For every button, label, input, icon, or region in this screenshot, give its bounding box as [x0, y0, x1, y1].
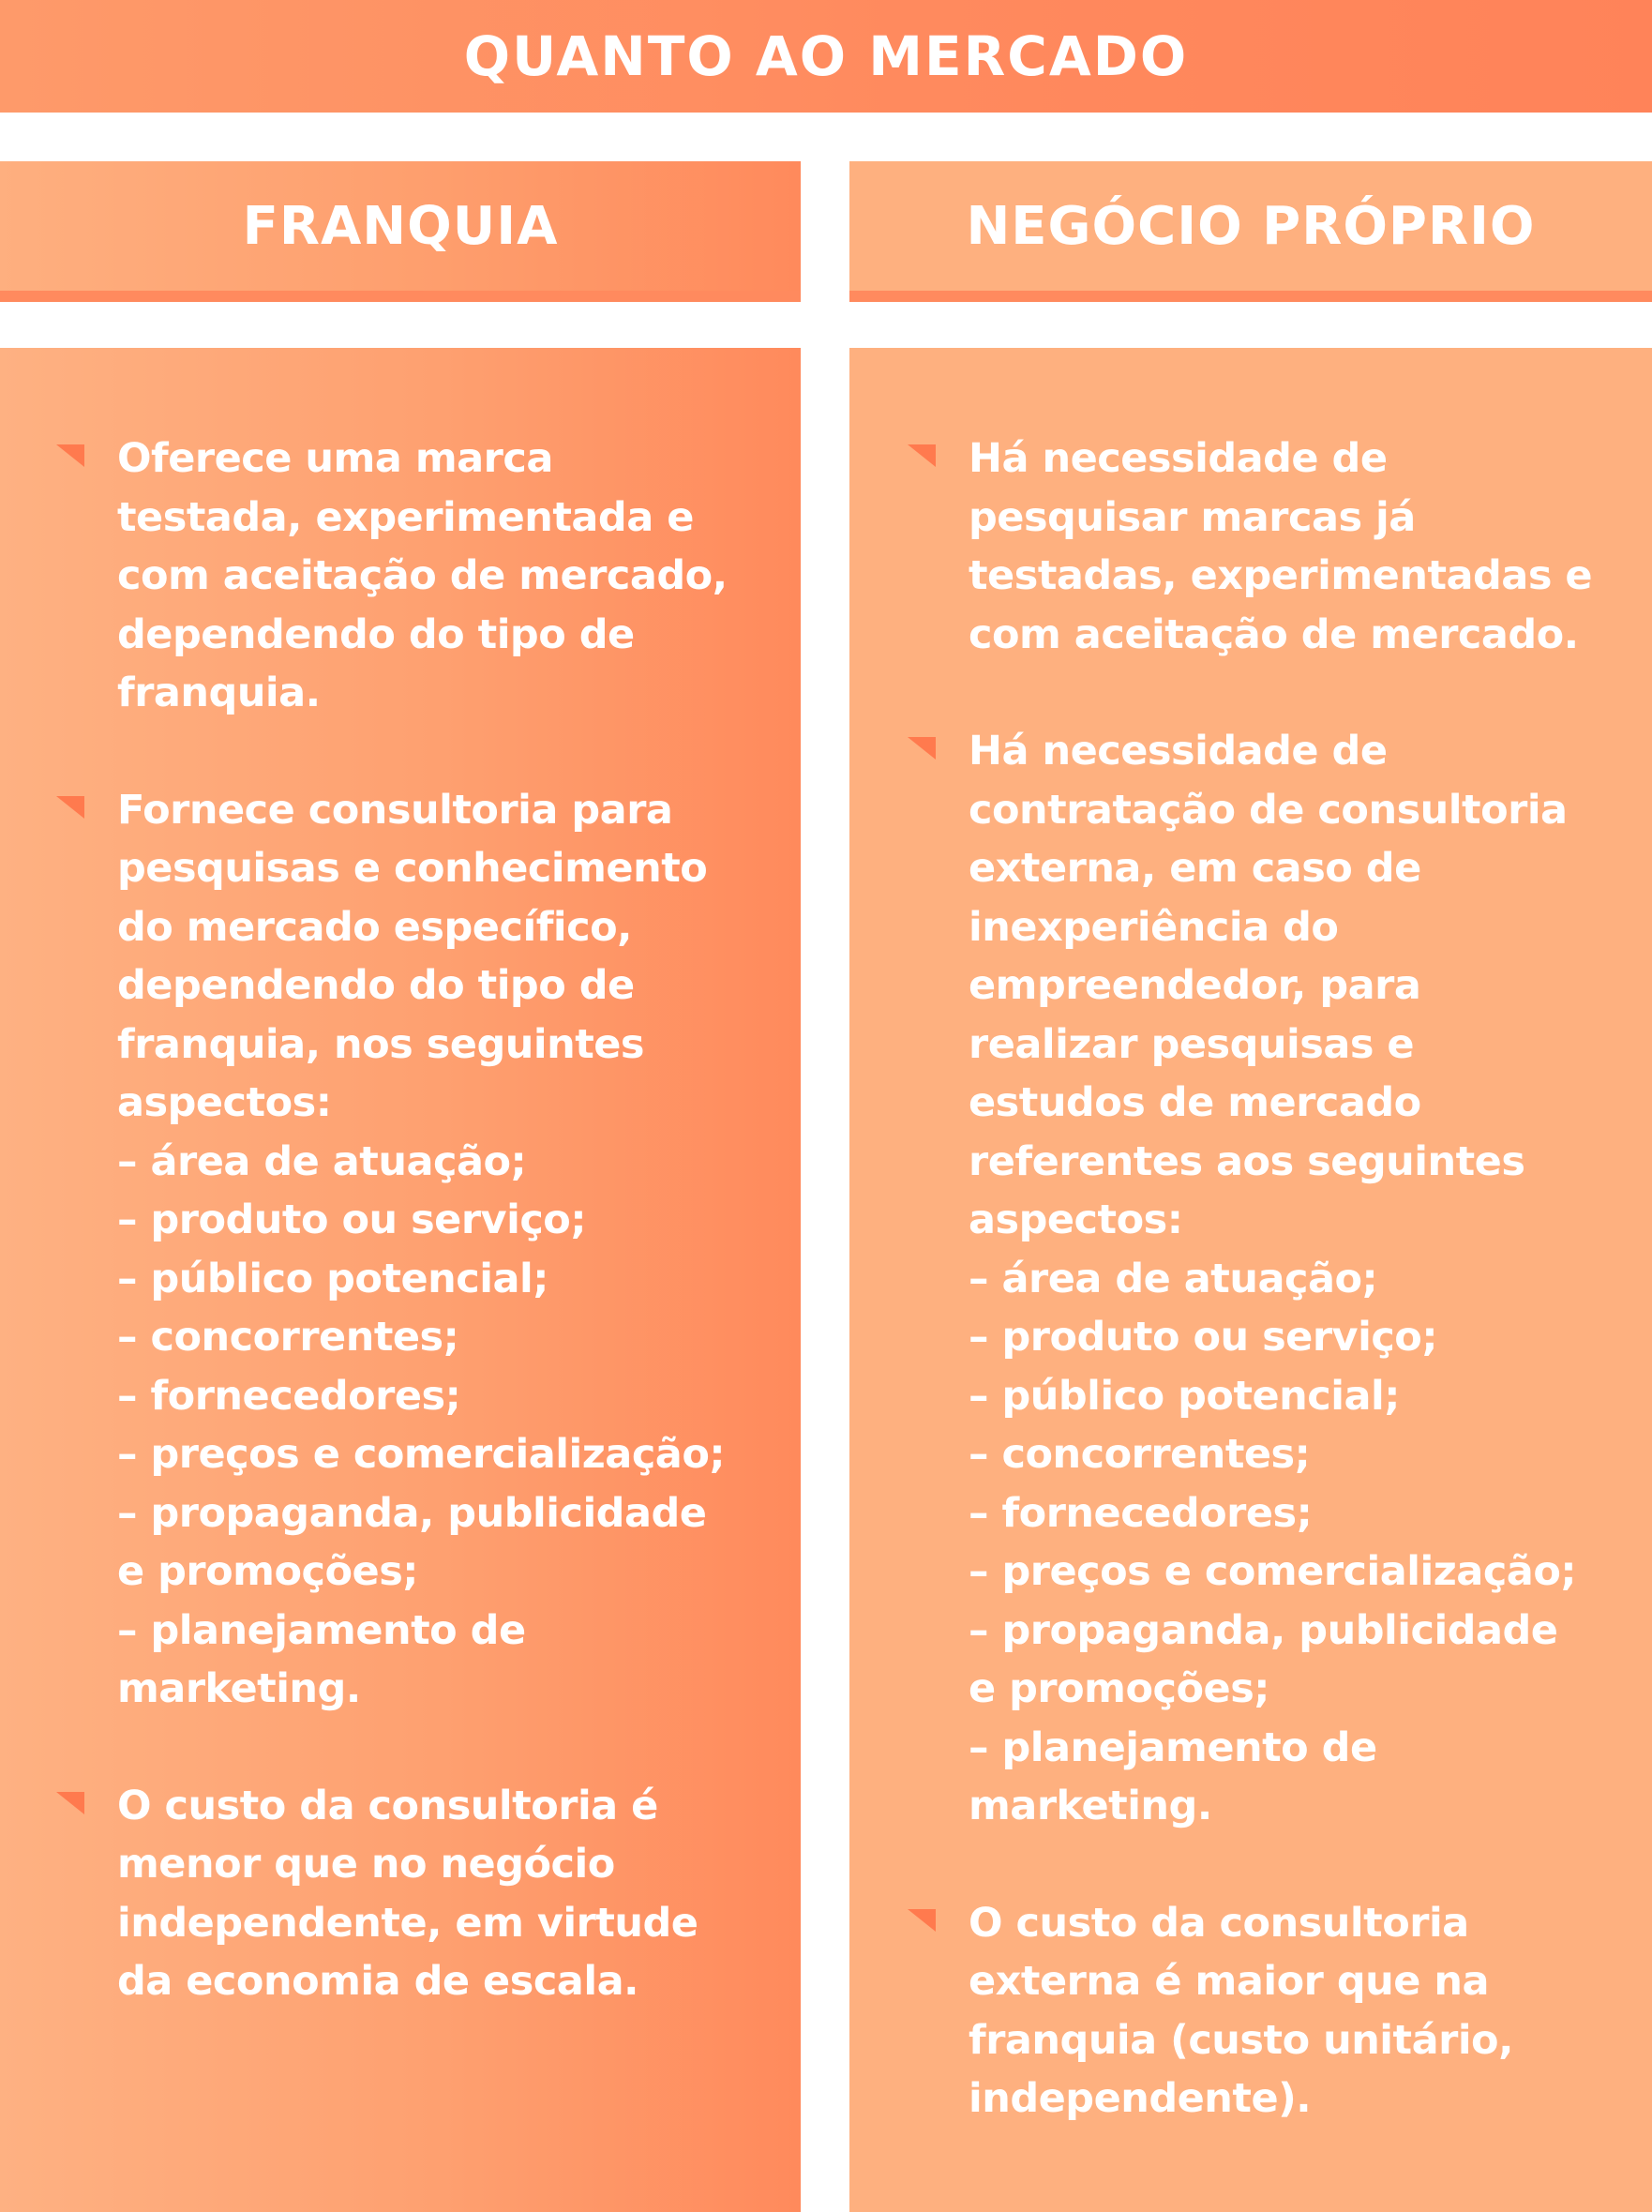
page-title: QUANTO AO MERCADO	[463, 24, 1189, 88]
negocio-proprio-item-3	[849, 1894, 1652, 2129]
triangle-bullet-icon	[56, 796, 84, 819]
negocio-proprio-item-3-text: O custo da consultoria externa é maior que na franquia (custo unitário, independente).	[969, 1899, 1513, 2122]
franquia-item-3	[0, 1777, 801, 2011]
franquia-header-label: FRANQUIA	[242, 195, 559, 257]
negocio-proprio-item-2-text: Há necessidade de contratação de consultoria externa, em caso de inexperiência do empreendedor, para realizar pesquisas e estudos de mercado referentes aos seguintes aspectos: – área de atuação; – produto ou serviço; – público potencial; – concorrentes; – fornecedores; – preços e comercialização; – propaganda, publicidade e promoções; – planejamento de marketing.	[969, 728, 1577, 1829]
franquia-column	[0, 348, 801, 2212]
franquia-item-2	[0, 781, 801, 1719]
triangle-bullet-icon	[56, 444, 84, 467]
negocio-proprio-header	[849, 161, 1652, 302]
triangle-bullet-icon	[908, 737, 936, 760]
negocio-proprio-header-label: NEGÓCIO PRÓPRIO	[966, 195, 1536, 257]
franquia-item-1-text: Oferece uma marca testada, experimentada e com aceitação de mercado, dependendo do tipo de franquia.	[117, 435, 728, 716]
triangle-bullet-icon	[908, 444, 936, 467]
negocio-proprio-column	[849, 348, 1652, 2212]
franquia-item-1	[0, 429, 801, 723]
franquia-item-2-text: Fornece consultoria para pesquisas e conhecimento do mercado específico, dependendo do tipo de franquia, nos seguintes aspectos: – área de atuação; – produto ou serviço; – público potencial; – concorrentes; – fornecedores; – preços e comercialização; – propaganda, publicidade e promoções; – planejamento de marketing.	[117, 786, 726, 1712]
franquia-header	[0, 161, 801, 302]
franquia-item-3-text: O custo da consultoria é menor que no negócio independente, em virtude da economia de escala.	[117, 1782, 698, 2005]
triangle-bullet-icon	[56, 1792, 84, 1814]
negocio-proprio-item-2	[849, 722, 1652, 1836]
negocio-proprio-item-1	[849, 429, 1652, 664]
negocio-proprio-item-1-text: Há necessidade de pesquisar marcas já testadas, experimentadas e com aceitação de mercado.	[969, 435, 1593, 658]
triangle-bullet-icon	[908, 1909, 936, 1932]
top-banner	[0, 0, 1652, 113]
